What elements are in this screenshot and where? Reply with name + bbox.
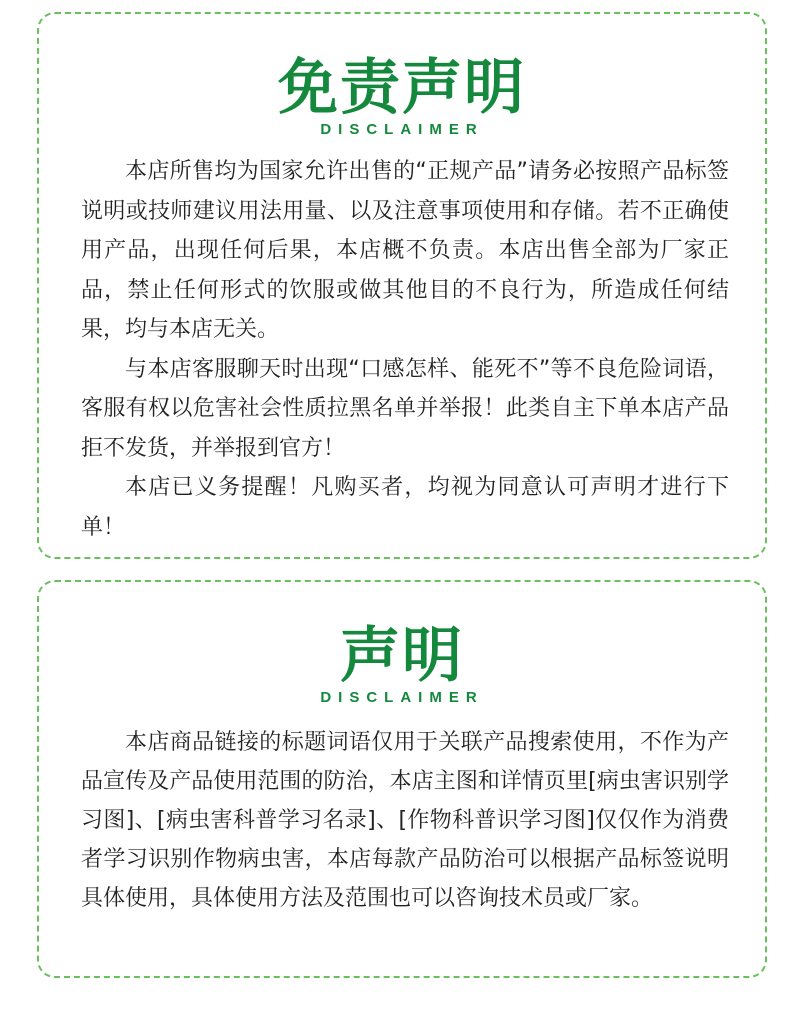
- statement-card: [37, 580, 767, 978]
- disclaimer-paragraph: 本店所售均为国家允许出售的“正规产品”请务必按照产品标签说明或技师建议用法用量、以及注意事项使用和存储。若不正确使用产品，出现任何后果，本店概不负责。本店出售全部为厂家正品，禁止任何形式的饮服或做其他目的不良行为，所造成任何结果，均与本店无关。: [81, 159, 730, 342]
- disclaimer-subtitle: DISCLAIMER: [320, 121, 484, 138]
- statement-paragraph: 本店商品链接的标题词语仅用于关联产品搜索使用，不作为产品宣传及产品使用范围的防治，本店主图和详情页里[病虫害识别学习图]、[病虫害科普学习名录]、[作物科普识学习图]仅仅作为消费者学习识别作物病虫害，本店每款产品防治可以根据产品标签说明具体使用，具体使用方法及范围也可以咨询技术员或厂家。: [81, 730, 729, 911]
- disclaimer-title: 免责声明: [278, 53, 526, 123]
- disclaimer-paragraph: 本店已义务提醒！凡购买者，均视为同意认可声明才进行下单！: [81, 475, 729, 540]
- disclaimer-body: [81, 152, 729, 547]
- statement-body: [81, 723, 729, 918]
- disclaimer-paragraph: 与本店客服聊天时出现“口感怎样、能死不”等不良危险词语，客服有权以危害社会性质拉黑名单并举报！此类自主下单本店产品拒不发货，并举报到官方！: [81, 356, 729, 461]
- statement-subtitle: DISCLAIMER: [320, 689, 484, 706]
- statement-title: 声明: [340, 621, 464, 691]
- disclaimer-card: [37, 12, 767, 559]
